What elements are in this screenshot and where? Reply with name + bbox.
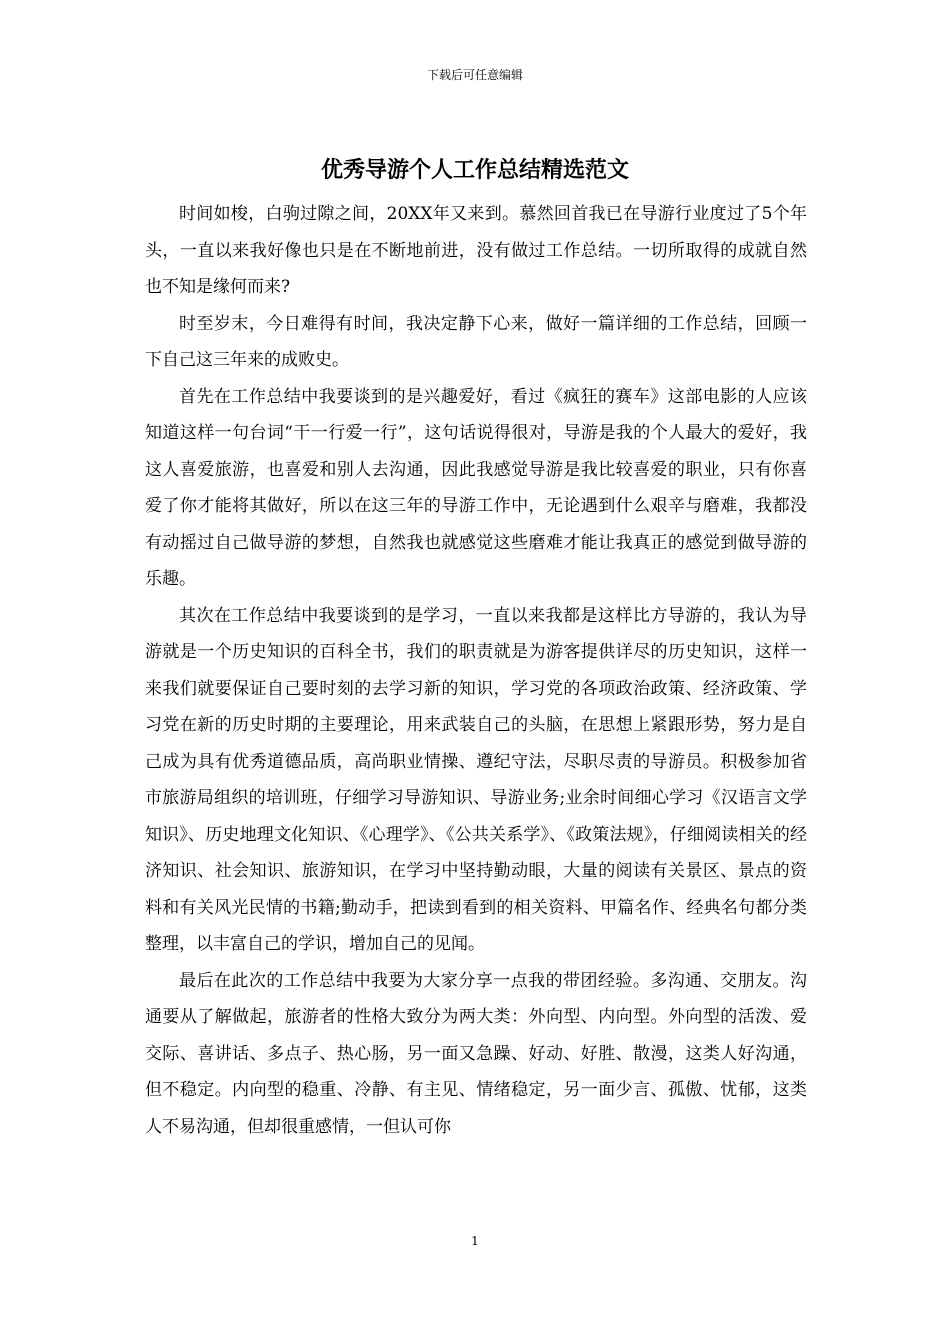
document-title: 优秀导游个人工作总结精选范文 bbox=[320, 157, 629, 183]
paragraph: 最后在此次的工作总结中我要为大家分享一点我的带团经验。多沟通、交朋友。沟通要从了解做起，旅游者的性格大致分为两大类：外向型、内向型。外向型的活泼、爱交际、喜讲话、多点子、热心肠，另一面又急躁、好动、好胜、散漫，这类人好沟通，但不稳定。内向型的稳重、冷静、有主见、情绪稳定，另一面少言、孤傲、忧郁，这类人不易沟通，但却很重感情，一但认可你 bbox=[145, 970, 807, 1137]
paragraph: 时间如梭，白驹过隙之间，20XX年又来到。慕然回首我已在导游行业度过了5个年头，一直以来我好像也只是在不断地前进，没有做过工作总结。一切所取得的成就自然也不知是缘何而来? bbox=[145, 204, 807, 297]
page-header: 下载后可任意编辑 bbox=[426, 68, 523, 82]
page-number: 1 bbox=[471, 1234, 479, 1248]
paragraph: 首先在工作总结中我要谈到的是兴趣爱好，看过《疯狂的赛车》这部电影的人应该知道这样一句台词“干一行爱一行”，这句话说得很对，导游是我的个人最大的爱好，我这人喜爱旅游，也喜爱和别人去沟通，因此我感觉导游是我比较喜爱的职业，只有你喜爱了你才能将其做好，所以在这三年的导游工作中，无论遇到什么艰辛与磨难，我都没有动摇过自己做导游的梦想，自然我也就感觉这些磨难才能让我真正的感觉到做导游的乐趣。 bbox=[145, 386, 807, 589]
paragraph: 时至岁末，今日难得有时间，我决定静下心来，做好一篇详细的工作总结，回顾一下自己这三年来的成败史。 bbox=[145, 313, 807, 370]
paragraph: 其次在工作总结中我要谈到的是学习，一直以来我都是这样比方导游的，我认为导游就是一个历史知识的百科全书，我们的职责就是为游客提供详尽的历史知识，这样一来我们就要保证自己要时刻的去学习新的知识，学习党的各项政治政策、经济政策、学习党在新的历史时期的主要理论，用来武装自己的头脑，在思想上紧跟形势，努力是自己成为具有优秀道德品质，高尚职业情操、遵纪守法，尽职尽责的导游员。积极参加省市旅游局组织的培训班，仔细学习导游知识、导游业务;业余时间细心学习《汉语言文学知识》、历史地理文化知识、《心理学》、《公共关系学》、《政策法规》，仔细阅读相关的经济知识、社会知识、旅游知识，在学习中坚持勤动眼，大量的阅读有关景区、景点的资料和有关风光民情的书籍;勤动手，把读到看到的相关资料、甲篇名作、经典名句都分类整理，以丰富自己的学识，增加自己的见闻。 bbox=[145, 605, 807, 954]
document-body bbox=[145, 196, 807, 1145]
